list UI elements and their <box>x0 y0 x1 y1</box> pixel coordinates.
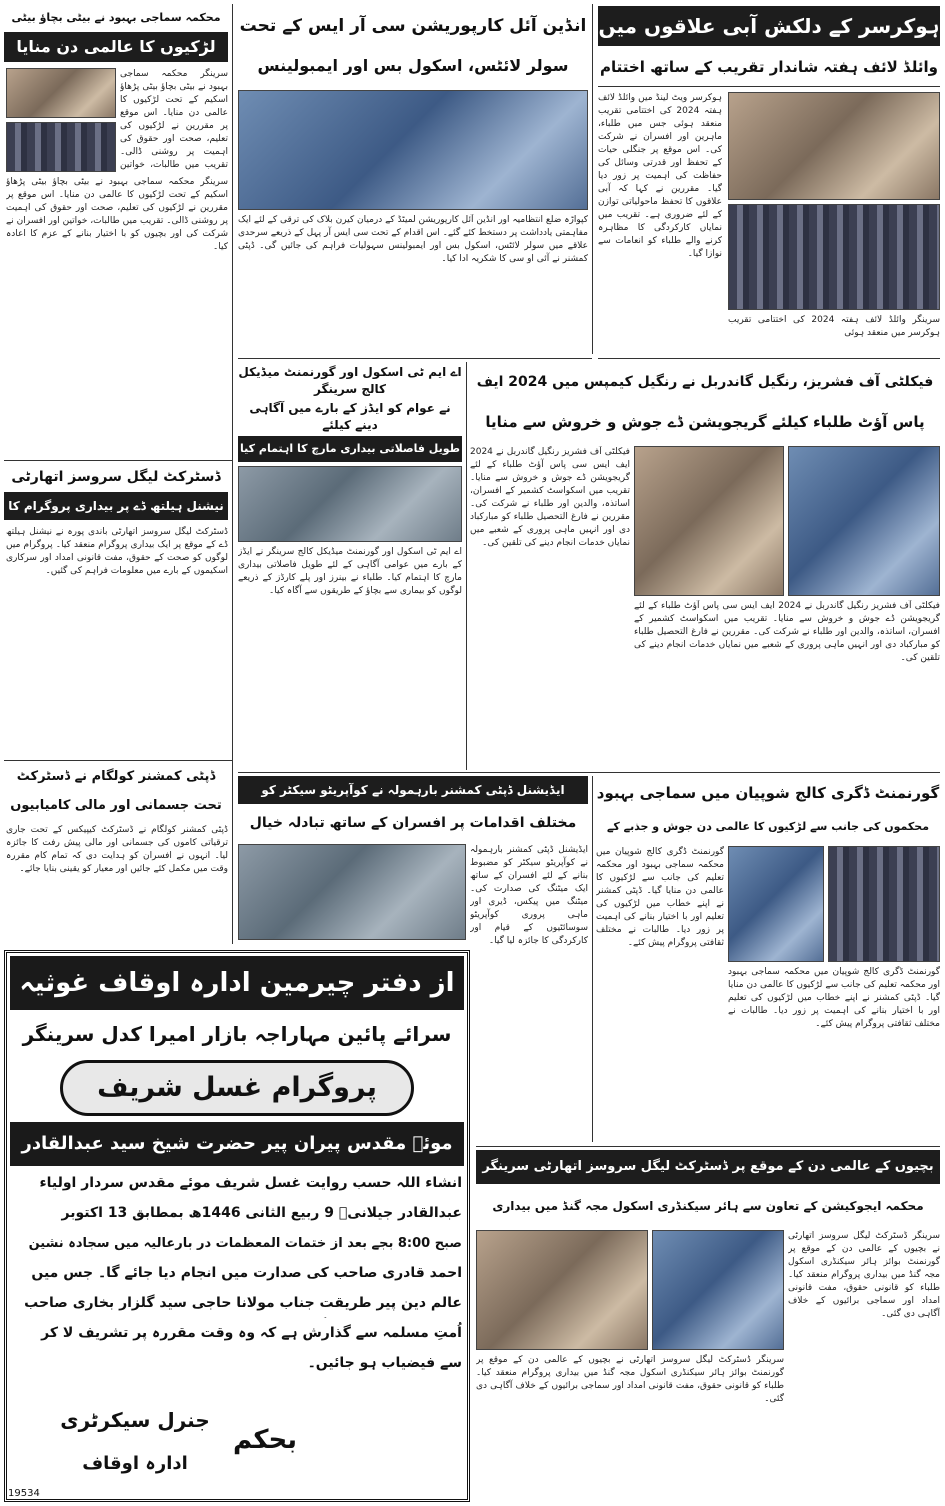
girls-day-body-continued: سرینگر محکمہ سماجی بہبود نے بیٹی بچاؤ بیٹی پڑھاؤ اسکیم کے تحت لڑکیوں کا عالمی دن منایا۔ اس موقع پر مقررین نے لڑکیوں کی تعلیم، صحت اور حقوق کی اہمیت پر روشنی ڈالی۔ تقریب میں طالبات، خواتین اور افسران نے شرکت کی اور بچیوں کو با اختیار بنانے کے عزم کا اعادہ کیا۔ <box>6 177 228 252</box>
ad-line-5: عالم دین پیر طریقت جناب مولانا حاجی سید گلزار بخاری صاحب <box>24 1295 462 1311</box>
dlsa-srinagar-body: سرینگر ڈسٹرکٹ لیگل سروسز اتھارٹی نے بچیوں کے عالمی دن کے موقع پر گورنمنٹ بوائز ہائر سیکنڈری اسکول مجہ گنڈ میں بیداری پروگرام منعقد کیا۔ طلباء کو قانونی حقوق، مفت قانونی امداد اور سماجی برائیوں کے خلاف آگاہی دی گئی۔ <box>476 1355 784 1404</box>
dlsa-bandipora-headline-2: نیشنل ہیلتھ ڈے پر بیداری پروگرام کا <box>4 492 228 520</box>
shopian-photo-students <box>828 846 940 962</box>
ad-line-6: اُمتِ مسلمہ سے گذارش ہے کہ وہ وقت مقررہ پر تشریف لا کر <box>41 1325 462 1341</box>
dlsa-srinagar-headline-2: محکمہ ایجوکیشن کے تعاون سے ہائر سیکنڈری اسکول مجہ گنڈ میں بیداری <box>492 1199 924 1213</box>
dlsa-srinagar-headline-1: بچیوں کے عالمی دن کے موقع پر ڈسٹرکٹ لیگل سروسز اتھارٹی سرینگر <box>476 1150 940 1184</box>
shopian-photo-speaker <box>728 846 824 962</box>
skuast-body: فیکلٹی آف فشریز رنگیل گاندربل نے 2024 ایف ایس سی پاس آؤٹ طلباء کے لئے گریجویشن ڈے جوش و خروش سے منایا۔ تقریب میں اسکواسٹ کشمیر کے افسران، اساتذہ، والدین اور طلباء نے شرکت کی۔ مقررین نے فارغ التحصیل طلباء کو مبارکباد دی اور انہیں ماہی پروری کے شعبے میں نمایاں خدمات انجام دینے کی تلقین کی۔ <box>634 601 940 663</box>
ad-sign-title: جنرل سیکرٹری <box>60 1408 210 1432</box>
baramulla-headline-2: مختلف اقدامات پر افسران کے ساتھ تبادلہ خیال <box>249 815 577 831</box>
dlsa-bandipora-headline-1: ڈسٹرکٹ لیگل سروسز اتھارٹی <box>11 469 221 485</box>
skuast-photo-graduation <box>788 446 940 596</box>
aids-march-body: اے ایم ٹی اسکول اور گورنمنٹ میڈیکل کالج سرینگر نے ایڈز کے بارے میں عوامی آگاہی کے لئے طویل فاصلاتی بیداری مارچ کا اہتمام کیا۔ طلباء نے بینرز اور پلے کارڈز کے ذریعے لوگوں کو بیماری سے بچاؤ کے طریقوں سے آگاہ کیا۔ <box>238 547 462 596</box>
dlsa-bandipora-body: ڈسٹرکٹ لیگل سروسز اتھارٹی باندی پورہ نے نیشنل ہیلتھ ڈے کے موقع پر ایک بیداری پروگرام منعقد کیا۔ پروگرام میں لوگوں کو صحت کے حقوق، مفت قانونی امداد اور سرکاری اسکیموں کے بارے میں معلومات فراہم کی گئیں۔ <box>6 527 228 576</box>
dlsa-srinagar-body-col: سرینگر ڈسٹرکٹ لیگل سروسز اتھارٹی نے بچیوں کے عالمی دن کے موقع پر گورنمنٹ بوائز ہائر سیکنڈری اسکول مجہ گنڈ میں بیداری پروگرام منعقد کیا۔ طلباء کو قانونی حقوق، مفت قانونی امداد اور سماجی برائیوں کے خلاف آگاہی دی گئی۔ <box>788 1231 940 1319</box>
kulgam-body: ڈپٹی کمشنر کولگام نے ڈسٹرکٹ کیپیکس کے تحت جاری ترقیاتی کاموں کی جسمانی اور مالی پیش رفت کا جائزہ لیا۔ انہوں نے افسران کو ہدایت دی کہ تمام کام مقررہ وقت میں مکمل کئے جائیں اور معیار کو یقینی بنایا جائے۔ <box>6 825 228 874</box>
hokersar-headline-2: وائلڈ لائف ہفتہ شاندار تقریب کے ساتھ اختتام <box>600 58 938 76</box>
ioc-photo-mou-signing <box>238 90 588 210</box>
hokersar-photo-award <box>728 92 940 200</box>
aids-march-headline-3: طویل فاصلاتی بیداری مارچ کا اہتمام کیا <box>238 436 462 462</box>
aids-march-headline-1: اے ایم ٹی اسکول اور گورنمنٹ میڈیکل کالج سرینگر <box>238 365 462 396</box>
shopian-body-col: گورنمنٹ ڈگری کالج شوپیان میں محکمہ سماجی بہبود اور محکمہ تعلیم کی جانب سے لڑکیوں کا عالمی دن منایا گیا۔ ڈپٹی کمشنر نے اپنے خطاب میں لڑکیوں کی تعلیم اور با اختیار بنانے کی اہمیت پر زور دیا۔ طالبات نے مختلف ثقافتی پروگرام پیش کئے۔ <box>596 847 724 948</box>
baramulla-headline-1: ایڈیشنل ڈپٹی کمشنر بارہمولہ نے کوآپریٹو سیکٹر کو <box>238 776 588 804</box>
skuast-body-col: فیکلٹی آف فشریز رنگیل گاندربل نے 2024 ایف ایس سی پاس آؤٹ طلباء کے لئے گریجویشن ڈے جوش و خروش سے منایا۔ تقریب میں اسکواسٹ کشمیر کے افسران، اساتذہ، والدین اور طلباء نے شرکت کی۔ مقررین نے فارغ التحصیل طلباء کو مبارکباد دی اور انہیں ماہی پروری کے شعبے میں نمایاں خدمات انجام دینے کی تلقین کی۔ <box>470 447 630 548</box>
shopian-headline-2: محکموں کی جانب سے لڑکیوں کا عالمی دن جوش و جذبے کے <box>606 820 930 833</box>
hokersar-caption: سرینگر وائلڈ لائف ہفتہ 2024 کی اختتامی تقریب ہوکرسر میں منعقد ہوئی <box>728 315 940 338</box>
skuast-photo-stage <box>634 446 784 596</box>
girls-day-headline-1: محکمہ سماجی بہبود نے بیٹی بچاؤ بیٹی <box>11 11 221 24</box>
ad-line-7: سے فیضیاب ہو جائیں۔ <box>307 1355 462 1371</box>
ad-program-title: پروگرام غسل شریف <box>97 1072 377 1103</box>
ad-line-4: احمد قادری صاحب کی صدارت میں انجام دیا جائے گا۔ جس میں <box>31 1265 462 1281</box>
aids-march-photo-rally <box>238 466 462 542</box>
hokersar-photo-audience <box>728 204 940 310</box>
baramulla-photo-meeting <box>238 844 466 940</box>
ad-sign-org: ادارہ اوقاف <box>82 1453 188 1474</box>
kulgam-headline-1: ڈپٹی کمشنر کولگام نے ڈسٹرکٹ <box>16 769 216 784</box>
ad-address: سرائے پائین مہاراجہ بازار امیرا کدل سرینگر <box>22 1022 452 1046</box>
dlsa-srinagar-photo-students <box>476 1230 648 1350</box>
shopian-headline-1: گورنمنٹ ڈگری کالج شوپیان میں سماجی بہبود <box>596 784 940 802</box>
hokersar-body: ہوکرسر ویٹ لینڈ میں وائلڈ لائف ہفتہ 2024 کی اختتامی تقریب منعقد ہوئی جس میں طلباء، ماہرین اور افسران نے شرکت کی۔ اس موقع پر جنگلی حیات کے تحفظ اور قدرتی وسائل کی حفاظت کی اہمیت پر زور دیا گیا۔ مقررین نے کہا کہ آبی علاقوں کا تحفظ ماحولیاتی توازن کے لئے ضروری ہے۔ تقریب میں نمایاں کارکردگی کا مظاہرہ کرنے والے طلباء کو انعامات سے نوازا گیا۔ <box>598 93 722 259</box>
ioc-body: کپواڑہ ضلع انتظامیہ اور انڈین آئل کارپوریشن لمیٹڈ کے درمیان کیرن بلاک کی ترقی کے لئے ایک مفاہمتی یادداشت پر دستخط کئے گئے۔ اس اقدام کے تحت سی ایس آر پہل کے ذریعے سرحدی علاقے میں سولر لائٹس، اسکول بس اور ایمبولینس سہولیات فراہم کی جائیں گی۔ ڈپٹی کمشنر نے آئی او سی کا شکریہ ادا کیا۔ <box>238 215 588 264</box>
skuast-headline-1: فیکلٹی آف فشریز، رنگیل گاندربل نے رنگیل کیمپس میں 2024 ایف <box>476 374 934 390</box>
ad-line-3: صبح 8:00 بجے بعد از ختمات المعظمات در بارعالیہ میں سجادہ نشین <box>28 1236 462 1251</box>
girls-day-photo-audience <box>6 122 116 172</box>
baramulla-body: ایڈیشنل ڈپٹی کمشنر بارہمولہ نے کوآپریٹو سیکٹر کو مضبوط بنانے کے لئے افسران کے ساتھ ایک میٹنگ کی صدارت کی۔ میٹنگ میں پیکس، ڈیری اور ماہی پروری کوآپریٹو سوسائٹیوں کے قیام اور کارکردگی کا جائزہ لیا گیا۔ <box>470 845 588 946</box>
girls-day-body: سرینگر محکمہ سماجی بہبود نے بیٹی بچاؤ بیٹی پڑھاؤ اسکیم کے تحت لڑکیوں کا عالمی دن منایا۔ اس موقع پر مقررین نے لڑکیوں کی تعلیم، صحت اور حقوق کی اہمیت پر روشنی ڈالی۔ تقریب میں طالبات، خواتین <box>120 69 228 170</box>
ioc-headline-1: انڈین آئل کارپوریشن سی آر ایس کے تحت <box>239 16 587 36</box>
girls-day-photo-stage <box>6 68 116 118</box>
ad-sign-prefix: بحکم <box>232 1425 297 1455</box>
ad-line-2: عبدالقادر جیلانیؓ 9 ربیع الثانی 1446ھ بمطابق 13 اکتوبر <box>61 1205 462 1221</box>
aids-march-headline-2: نے عوام کو ایڈز کے بارے میں آگاہی دینے کیلئے <box>249 401 451 432</box>
shopian-body: گورنمنٹ ڈگری کالج شوپیان میں محکمہ سماجی بہبود اور محکمہ تعلیم کی جانب سے لڑکیوں کا عالمی دن منایا گیا۔ ڈپٹی کمشنر نے اپنے خطاب میں لڑکیوں کی تعلیم اور با اختیار بنانے کی اہمیت پر زور دیا۔ طالبات نے مختلف ثقافتی پروگرام پیش کئے۔ <box>728 967 940 1029</box>
ad-line-1: انشاء اللہ حسب روایت غسل شریف موئے مقدس سردار اولیاء <box>39 1175 462 1191</box>
page-number: 19534 <box>8 1488 40 1499</box>
ioc-headline-2: سولر لائٹس، اسکول بس اور ایمبولینس <box>257 56 569 75</box>
ad-header: از دفتر چیرمین ادارہ اوقاف غوثیہ <box>10 956 464 1010</box>
hokersar-headline-1: ہوکرسر کے دلکش آبی علاقوں میں <box>598 6 940 46</box>
kulgam-headline-2: تحت جسمانی اور مالی کامیابیوں <box>10 798 222 813</box>
ad-event-title: موئے مقدس پیران پیر حضرت شیخ سید عبدالقادر <box>10 1122 464 1166</box>
dlsa-srinagar-photo-speaker <box>652 1230 784 1350</box>
girls-day-headline-2: لڑکیوں کا عالمی دن منایا <box>4 32 228 62</box>
skuast-headline-2: پاس آؤٹ طلباء کیلئے گریجویشن ڈے جوش و خروش سے منایا <box>485 413 925 431</box>
